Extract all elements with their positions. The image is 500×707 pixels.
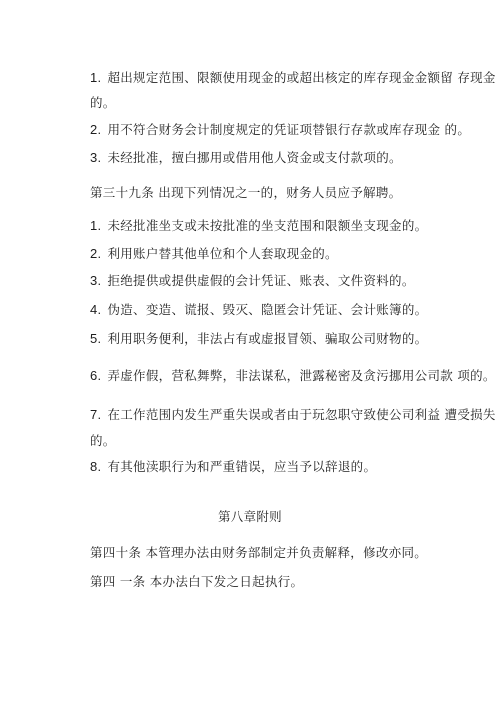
item-text-continued: 的。 bbox=[90, 95, 116, 110]
item-number: 2. bbox=[90, 122, 102, 137]
item-text: 未经批准坐支或未按批准的坐支范围和限额坐支现金的。 bbox=[107, 218, 428, 233]
item-number: 7. bbox=[90, 407, 102, 422]
article-40 bbox=[90, 545, 427, 561]
list-item-2a bbox=[90, 122, 470, 138]
article-39-text: 第三十九条 出现下列情况之一的，财务人员应予解聘。 bbox=[90, 185, 402, 200]
list-item-7b-continued bbox=[90, 433, 116, 449]
chapter-heading-text: 第八章附则 bbox=[217, 509, 282, 524]
list-item-4b bbox=[90, 302, 427, 318]
article-40-text: 第四十条 本管理办法由财务部制定并负责解释，修改亦同。 bbox=[90, 545, 428, 560]
list-item-1a-continued bbox=[90, 95, 116, 111]
item-number: 6. bbox=[90, 368, 102, 383]
item-number: 1. bbox=[90, 70, 102, 85]
item-text: 伪造、变造、谎报、毁灭、隐匿会计凭证、会计账簿的。 bbox=[107, 302, 428, 317]
item-number: 1. bbox=[90, 218, 102, 233]
article-39 bbox=[90, 185, 401, 201]
item-number: 8. bbox=[90, 459, 102, 474]
list-item-5b bbox=[90, 331, 427, 347]
list-item-2b bbox=[90, 246, 338, 262]
list-item-1b bbox=[90, 218, 427, 234]
item-number: 2. bbox=[90, 246, 102, 261]
list-item-7b bbox=[90, 407, 496, 423]
list-item-6b bbox=[90, 368, 496, 384]
item-number: 3. bbox=[90, 273, 102, 288]
item-text: 有其他渎职行为和严重错误，应当予以辞退的。 bbox=[107, 459, 377, 474]
list-item-1a bbox=[90, 70, 496, 86]
list-item-3a bbox=[90, 150, 402, 166]
chapter-heading bbox=[0, 509, 500, 525]
item-text: 未经批准，擅白挪用或借用他人资金或支付款项的。 bbox=[107, 150, 402, 165]
item-text: 在工作范围内发生严重失误或者由于玩忽职守致使公司利益 遭受损失 bbox=[107, 407, 496, 422]
item-text: 拒绝提供或提供虚假的会计凭证、账表、文件资料的。 bbox=[107, 273, 415, 288]
list-item-3b bbox=[90, 273, 415, 289]
article-41 bbox=[90, 574, 303, 590]
article-41-text: 第四 一条 本办法白下发之日起执行。 bbox=[90, 574, 304, 589]
item-number: 4. bbox=[90, 302, 102, 317]
item-text: 利用职务便利，非法占有或虚报冒领、骗取公司财物的。 bbox=[107, 331, 428, 346]
item-text: 弄虚作假，营私舞弊，非法谋私，泄露秘密及贪污挪用公司款 项的。 bbox=[107, 368, 496, 383]
item-text: 用不符合财务会计制度规定的凭证项替银行存款或库存现金 的。 bbox=[107, 122, 471, 137]
item-text: 超出规定范围、限额使用现金的或超出核定的库存现金金额留 存现金 bbox=[107, 70, 496, 85]
item-text: 利用账户替其他单位和个人套取现金的。 bbox=[107, 246, 338, 261]
item-number: 3. bbox=[90, 150, 102, 165]
item-number: 5. bbox=[90, 331, 102, 346]
item-text-continued: 的。 bbox=[90, 433, 116, 448]
list-item-8b bbox=[90, 459, 376, 475]
